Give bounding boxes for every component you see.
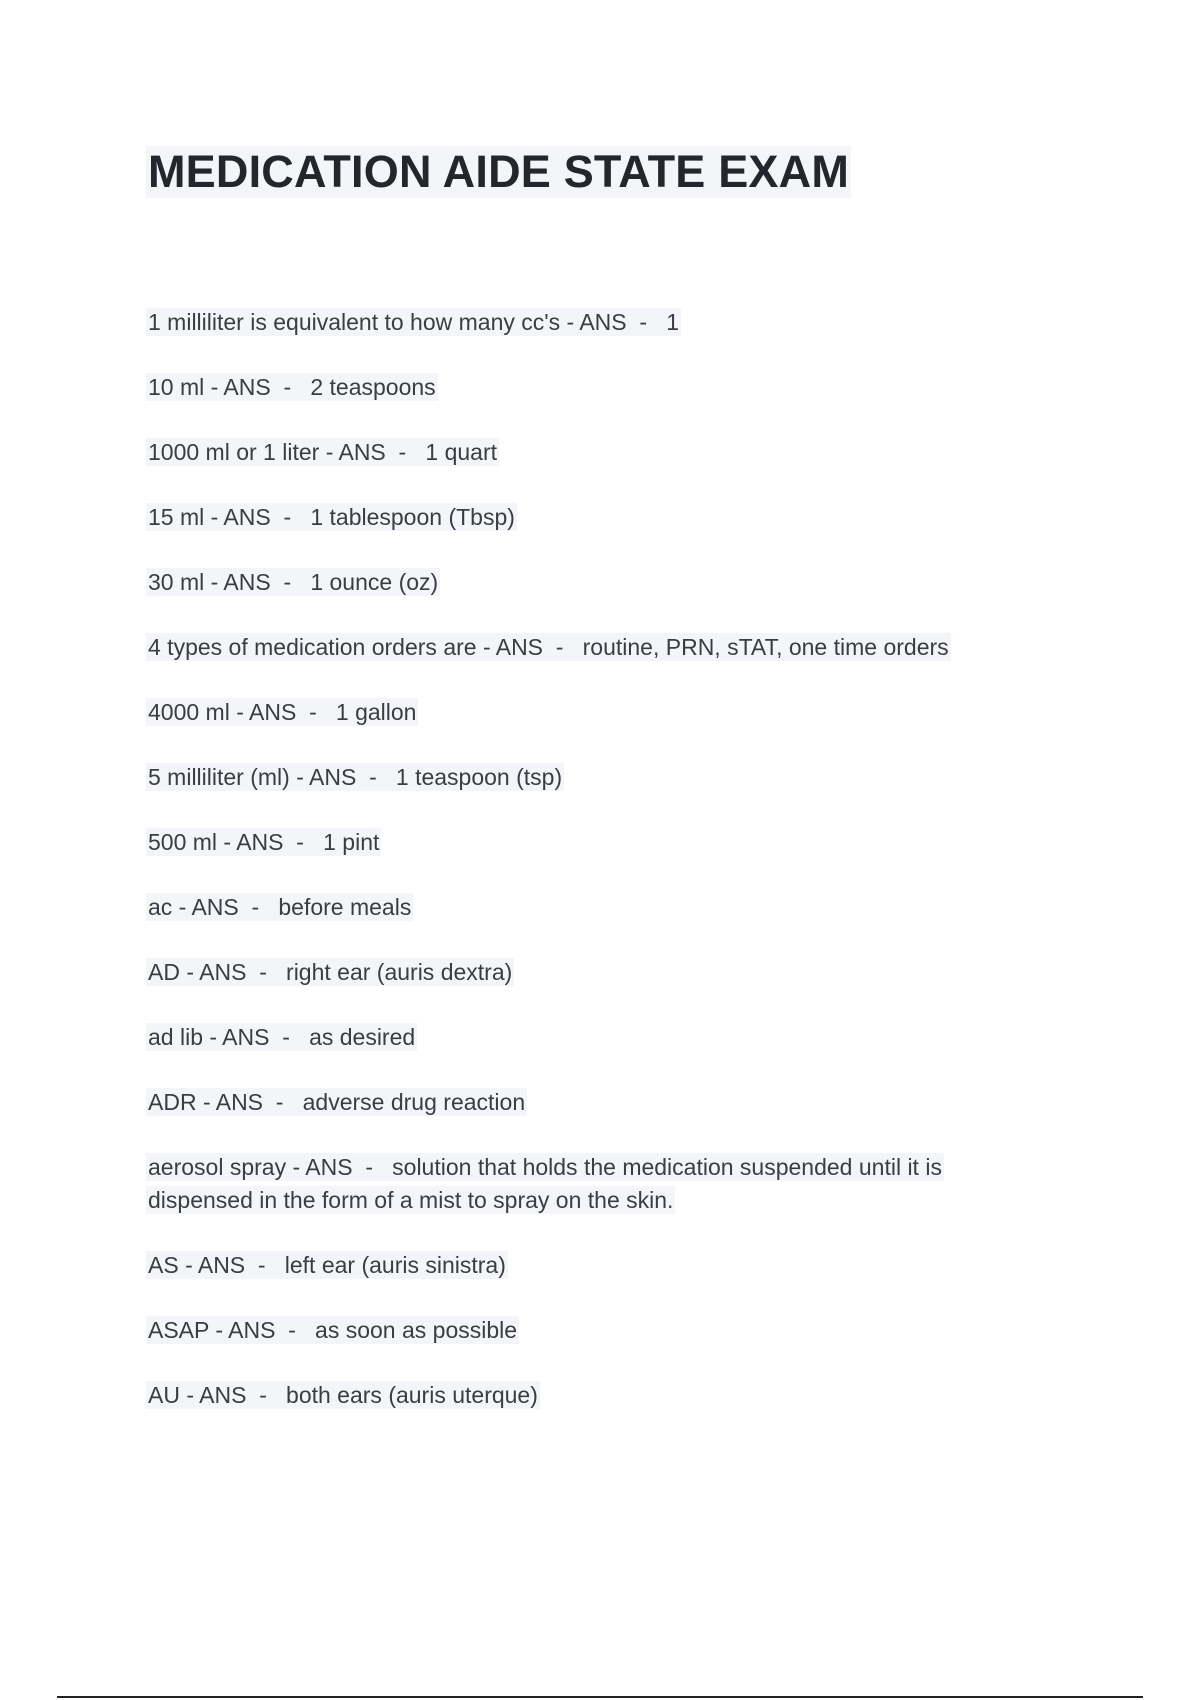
qa-item <box>146 1021 1046 1054</box>
question-text: 10 ml <box>148 374 205 400</box>
qa-item <box>146 371 1046 404</box>
qa-line <box>146 1023 417 1051</box>
answer-text: 1 quart <box>425 439 497 465</box>
question-text: 4 types of medication orders are <box>148 634 477 660</box>
answer-separator: - ANS - <box>286 1154 393 1180</box>
answer-text: 1 ounce (oz) <box>310 569 439 595</box>
qa-line <box>146 633 951 661</box>
qa-item <box>146 1249 1046 1282</box>
qa-item <box>146 436 1046 469</box>
question-text: aerosol spray <box>148 1154 287 1180</box>
answer-text: solution that holds the medication suspended until it is dispensed in the form of a mist to spray on the skin. <box>148 1154 942 1213</box>
qa-list <box>146 306 1046 1444</box>
question-text: ADR <box>148 1089 197 1115</box>
answer-separator: - ANS - <box>204 569 311 595</box>
question-text: ASAP <box>148 1317 209 1343</box>
footer-divider <box>57 1696 1143 1698</box>
qa-line <box>146 958 514 986</box>
question-text: AU <box>148 1382 180 1408</box>
qa-line <box>146 503 517 531</box>
answer-separator: - ANS - <box>319 439 426 465</box>
qa-line <box>146 308 681 336</box>
qa-item <box>146 956 1046 989</box>
qa-item <box>146 1151 1046 1217</box>
answer-separator: - ANS - <box>208 1317 316 1343</box>
answer-separator: - ANS - <box>204 504 311 530</box>
qa-line <box>146 568 440 596</box>
qa-item <box>146 1379 1046 1412</box>
answer-separator: - ANS - <box>560 309 667 335</box>
qa-line <box>146 1088 527 1116</box>
qa-line <box>146 698 418 726</box>
answer-separator: - ANS - <box>204 374 311 400</box>
qa-line <box>146 373 438 401</box>
answer-text: adverse drug reaction <box>302 1089 526 1115</box>
qa-item <box>146 501 1046 534</box>
qa-line <box>146 1251 508 1279</box>
answer-text: right ear (auris dextra) <box>286 959 513 985</box>
answer-separator: - ANS - <box>289 764 396 790</box>
qa-line <box>146 893 413 921</box>
answer-text: left ear (auris sinistra) <box>284 1252 506 1278</box>
qa-item <box>146 891 1046 924</box>
qa-item <box>146 826 1046 859</box>
question-text: 500 ml <box>148 829 218 855</box>
question-text: AD <box>148 959 180 985</box>
qa-line <box>146 1316 519 1344</box>
answer-text: 1 <box>666 309 680 335</box>
qa-item <box>146 566 1046 599</box>
qa-item <box>146 631 1046 664</box>
qa-line <box>146 438 499 466</box>
answer-text: before meals <box>278 894 412 920</box>
answer-text: 2 teaspoons <box>310 374 436 400</box>
answer-text: as soon as possible <box>315 1317 518 1343</box>
question-text: 4000 ml <box>148 699 230 725</box>
question-text: 1000 ml or 1 liter <box>148 439 320 465</box>
question-text: 30 ml <box>148 569 205 595</box>
answer-separator: - ANS - <box>476 634 583 660</box>
question-text: ac <box>148 894 173 920</box>
answer-text: 1 pint <box>323 829 380 855</box>
answer-text: routine, PRN, sTAT, one time orders <box>582 634 949 660</box>
answer-separator: - ANS - <box>217 829 324 855</box>
answer-text: as desired <box>309 1024 416 1050</box>
answer-text: both ears (auris uterque) <box>286 1382 538 1408</box>
answer-separator: - ANS - <box>179 1382 287 1408</box>
qa-line <box>146 1381 540 1409</box>
qa-item <box>146 306 1046 339</box>
qa-item <box>146 761 1046 794</box>
question-text: 5 milliliter (ml) <box>148 764 290 790</box>
answer-separator: - ANS - <box>196 1089 303 1115</box>
qa-item <box>146 1086 1046 1119</box>
question-text: AS <box>148 1252 179 1278</box>
answer-separator: - ANS - <box>179 959 287 985</box>
answer-text: 1 teaspoon (tsp) <box>395 764 563 790</box>
answer-separator: - ANS - <box>202 1024 310 1050</box>
answer-text: 1 gallon <box>335 699 417 725</box>
qa-item <box>146 1314 1046 1347</box>
answer-separator: - ANS - <box>229 699 336 725</box>
question-text: 1 milliliter is equivalent to how many cc's <box>148 309 561 335</box>
qa-line <box>146 763 564 791</box>
qa-line <box>146 1153 944 1214</box>
question-text: 15 ml <box>148 504 205 530</box>
document-title: MEDICATION AIDE STATE EXAM <box>148 146 850 197</box>
qa-item <box>146 696 1046 729</box>
question-text: ad lib <box>148 1024 203 1050</box>
answer-separator: - ANS - <box>172 894 279 920</box>
answer-text: 1 tablespoon (Tbsp) <box>310 504 515 530</box>
answer-separator: - ANS - <box>178 1252 285 1278</box>
qa-line <box>146 828 381 856</box>
